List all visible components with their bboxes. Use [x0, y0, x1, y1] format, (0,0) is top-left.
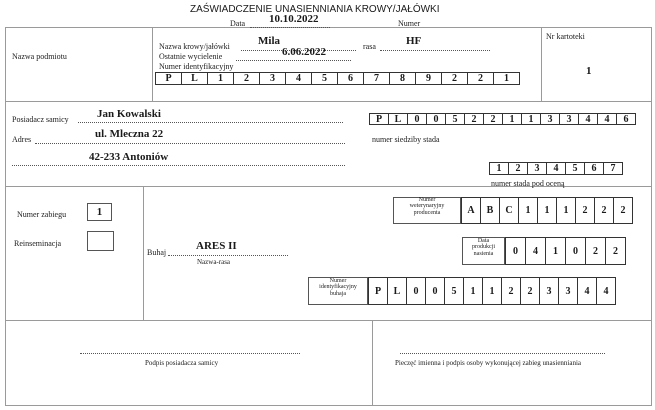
semen-date-boxes — [505, 237, 626, 265]
vet-number-cell[interactable]: 1 — [537, 197, 557, 224]
semen-date-cell[interactable]: 0 — [565, 237, 586, 265]
owner-signature-line[interactable] — [80, 353, 300, 354]
date-dotline — [250, 27, 330, 28]
address-line-1[interactable]: ul. Mleczna 22 — [95, 128, 164, 140]
herd-site-label: numer siedziby stada — [372, 135, 440, 144]
reinsemination-label: Reinseminacja — [14, 239, 62, 248]
vet-number-cell[interactable]: 2 — [575, 197, 595, 224]
bull-id-cell[interactable]: 2 — [520, 277, 540, 305]
breed-label: rasa — [363, 42, 376, 51]
semen-date-label: Data produkcji nasienia — [472, 238, 495, 257]
herd-site-cell[interactable]: 4 — [597, 113, 617, 125]
herd-site-cell[interactable]: 4 — [578, 113, 598, 125]
rule-v-name — [152, 27, 153, 102]
herd-site-cell[interactable]: 2 — [464, 113, 484, 125]
herd-site-boxes — [369, 113, 636, 125]
rule-section-3 — [5, 320, 652, 321]
owner-dotline — [78, 122, 343, 123]
vet-number-cell[interactable]: A — [461, 197, 481, 224]
herd-site-cell[interactable]: 3 — [559, 113, 579, 125]
bull-id-cell[interactable]: 4 — [596, 277, 616, 305]
herd-number-cell[interactable]: 2 — [508, 162, 528, 175]
vet-number-cell[interactable]: 1 — [518, 197, 538, 224]
cow-id-cell[interactable]: 4 — [285, 72, 312, 85]
reinsemination-box[interactable] — [87, 231, 114, 251]
semen-date-cell[interactable]: 0 — [505, 237, 526, 265]
rule-v-footer — [372, 320, 373, 406]
last-calving-value[interactable]: 6.06.2022 — [282, 46, 326, 58]
herd-site-cell[interactable]: 1 — [502, 113, 522, 125]
cow-id-cell[interactable]: 8 — [389, 72, 416, 85]
herd-site-cell[interactable]: L — [388, 113, 408, 125]
cow-id-cell[interactable]: 3 — [259, 72, 286, 85]
address-label: Adres — [12, 135, 32, 144]
herd-site-cell[interactable]: 5 — [445, 113, 465, 125]
treatment-number-box[interactable]: 1 — [87, 203, 112, 221]
vet-number-cell[interactable]: 2 — [594, 197, 614, 224]
cow-id-cell[interactable]: 6 — [337, 72, 364, 85]
vet-number-cell[interactable]: 1 — [556, 197, 576, 224]
vet-number-cell[interactable]: 2 — [613, 197, 633, 224]
record-number-label: Nr kartoteki — [546, 32, 585, 41]
address-dotline-1 — [35, 143, 345, 144]
bull-value[interactable]: ARES II — [196, 240, 237, 252]
entity-name-label: Nazwa podmiotu — [12, 52, 67, 61]
bull-id-cell[interactable]: 0 — [425, 277, 445, 305]
herd-number-cell[interactable]: 4 — [546, 162, 566, 175]
last-calving-dotline — [236, 60, 351, 61]
cow-id-cell[interactable]: 9 — [415, 72, 442, 85]
herd-site-cell[interactable]: 0 — [407, 113, 427, 125]
herd-number-cell[interactable]: 3 — [527, 162, 547, 175]
bull-id-boxes — [368, 277, 616, 305]
bull-id-cell[interactable]: P — [368, 277, 388, 305]
herd-number-cell[interactable]: 6 — [584, 162, 604, 175]
cow-id-cell[interactable]: 2 — [233, 72, 260, 85]
herd-site-cell[interactable]: P — [369, 113, 389, 125]
herd-number-cell[interactable]: 7 — [603, 162, 623, 175]
rule-v-procedure — [143, 186, 144, 321]
cow-id-cell[interactable]: 7 — [363, 72, 390, 85]
herd-site-cell[interactable]: 2 — [483, 113, 503, 125]
herd-site-cell[interactable]: 6 — [616, 113, 636, 125]
herd-number-cell[interactable]: 5 — [565, 162, 585, 175]
bull-id-cell[interactable]: L — [387, 277, 407, 305]
bull-id-cell[interactable]: 2 — [501, 277, 521, 305]
date-value[interactable]: 10.10.2022 — [269, 13, 319, 25]
rule-v-kartoteka — [541, 27, 542, 102]
bull-id-cell[interactable]: 0 — [406, 277, 426, 305]
herd-site-cell[interactable]: 0 — [426, 113, 446, 125]
address-line-2[interactable]: 42-233 Antoniów — [89, 151, 169, 163]
cow-id-boxes — [155, 72, 520, 85]
breed-dotline — [380, 50, 490, 51]
cow-id-cell[interactable]: 2 — [441, 72, 468, 85]
vet-number-cell[interactable]: B — [480, 197, 500, 224]
bull-id-cell[interactable]: 4 — [577, 277, 597, 305]
cow-id-cell[interactable]: P — [155, 72, 182, 85]
bull-sublabel: Nazwa-rasa — [197, 258, 231, 266]
rule-left — [5, 27, 6, 406]
cow-id-cell[interactable]: L — [181, 72, 208, 85]
cow-id-cell[interactable]: 2 — [467, 72, 494, 85]
rule-bottom — [5, 405, 652, 406]
treatment-number-label: Numer zabiegu — [17, 210, 67, 219]
document-title: ZAŚWIADCZENIE UNASIENNIANIA KROWY/JAŁÓWKI — [190, 4, 440, 15]
bull-id-label: Numer identyfikacyjny buhaja — [319, 278, 357, 297]
rule-section-1 — [5, 101, 652, 102]
inseminator-signature-label: Pieczęć imienna i podpis osoby wykonującej zabieg unasienniania — [395, 359, 582, 367]
address-dotline-2 — [12, 165, 345, 166]
bull-id-cell[interactable]: 3 — [558, 277, 578, 305]
vet-number-cell[interactable]: C — [499, 197, 519, 224]
inseminator-signature-line[interactable] — [400, 353, 605, 354]
rule-right — [651, 27, 652, 406]
owner-value[interactable]: Jan Kowalski — [97, 108, 161, 120]
bull-dotline — [168, 255, 288, 256]
record-number-value[interactable]: 1 — [586, 65, 592, 77]
herd-number-label: numer stada pod oceną — [491, 179, 565, 188]
date-label: Data — [230, 19, 246, 28]
cow-id-cell[interactable]: 1 — [207, 72, 234, 85]
herd-site-cell[interactable]: 3 — [540, 113, 560, 125]
bull-id-cell[interactable]: 3 — [539, 277, 559, 305]
cow-name-label: Nazwa krowy/jałówki — [159, 42, 230, 51]
bull-id-cell[interactable]: 5 — [444, 277, 464, 305]
vet-number-boxes — [461, 197, 633, 224]
semen-date-cell[interactable]: 2 — [585, 237, 606, 265]
herd-number-boxes — [489, 162, 623, 175]
semen-date-cell[interactable]: 1 — [545, 237, 566, 265]
cow-name-value[interactable]: Mila — [258, 35, 280, 47]
bull-id-cell[interactable]: 1 — [482, 277, 502, 305]
herd-site-cell[interactable]: 1 — [521, 113, 541, 125]
cow-id-cell[interactable]: 1 — [493, 72, 520, 85]
cow-id-cell[interactable]: 5 — [311, 72, 338, 85]
vet-number-label: Numer weterynaryjny producenta — [409, 197, 445, 216]
last-calving-label: Ostatnie wycielenie — [159, 52, 223, 61]
bull-label: Buhaj — [147, 248, 167, 257]
owner-label: Posiadacz samicy — [12, 115, 69, 124]
owner-signature-label: Podpis posiadacza samicy — [145, 359, 219, 367]
breed-value[interactable]: HF — [406, 35, 422, 47]
number-label: Numer — [398, 19, 421, 28]
cow-id-label: Numer identyfikacyjny — [159, 62, 234, 71]
semen-date-cell[interactable]: 4 — [525, 237, 546, 265]
bull-id-cell[interactable]: 1 — [463, 277, 483, 305]
semen-date-cell[interactable]: 2 — [605, 237, 626, 265]
herd-number-cell[interactable]: 1 — [489, 162, 509, 175]
